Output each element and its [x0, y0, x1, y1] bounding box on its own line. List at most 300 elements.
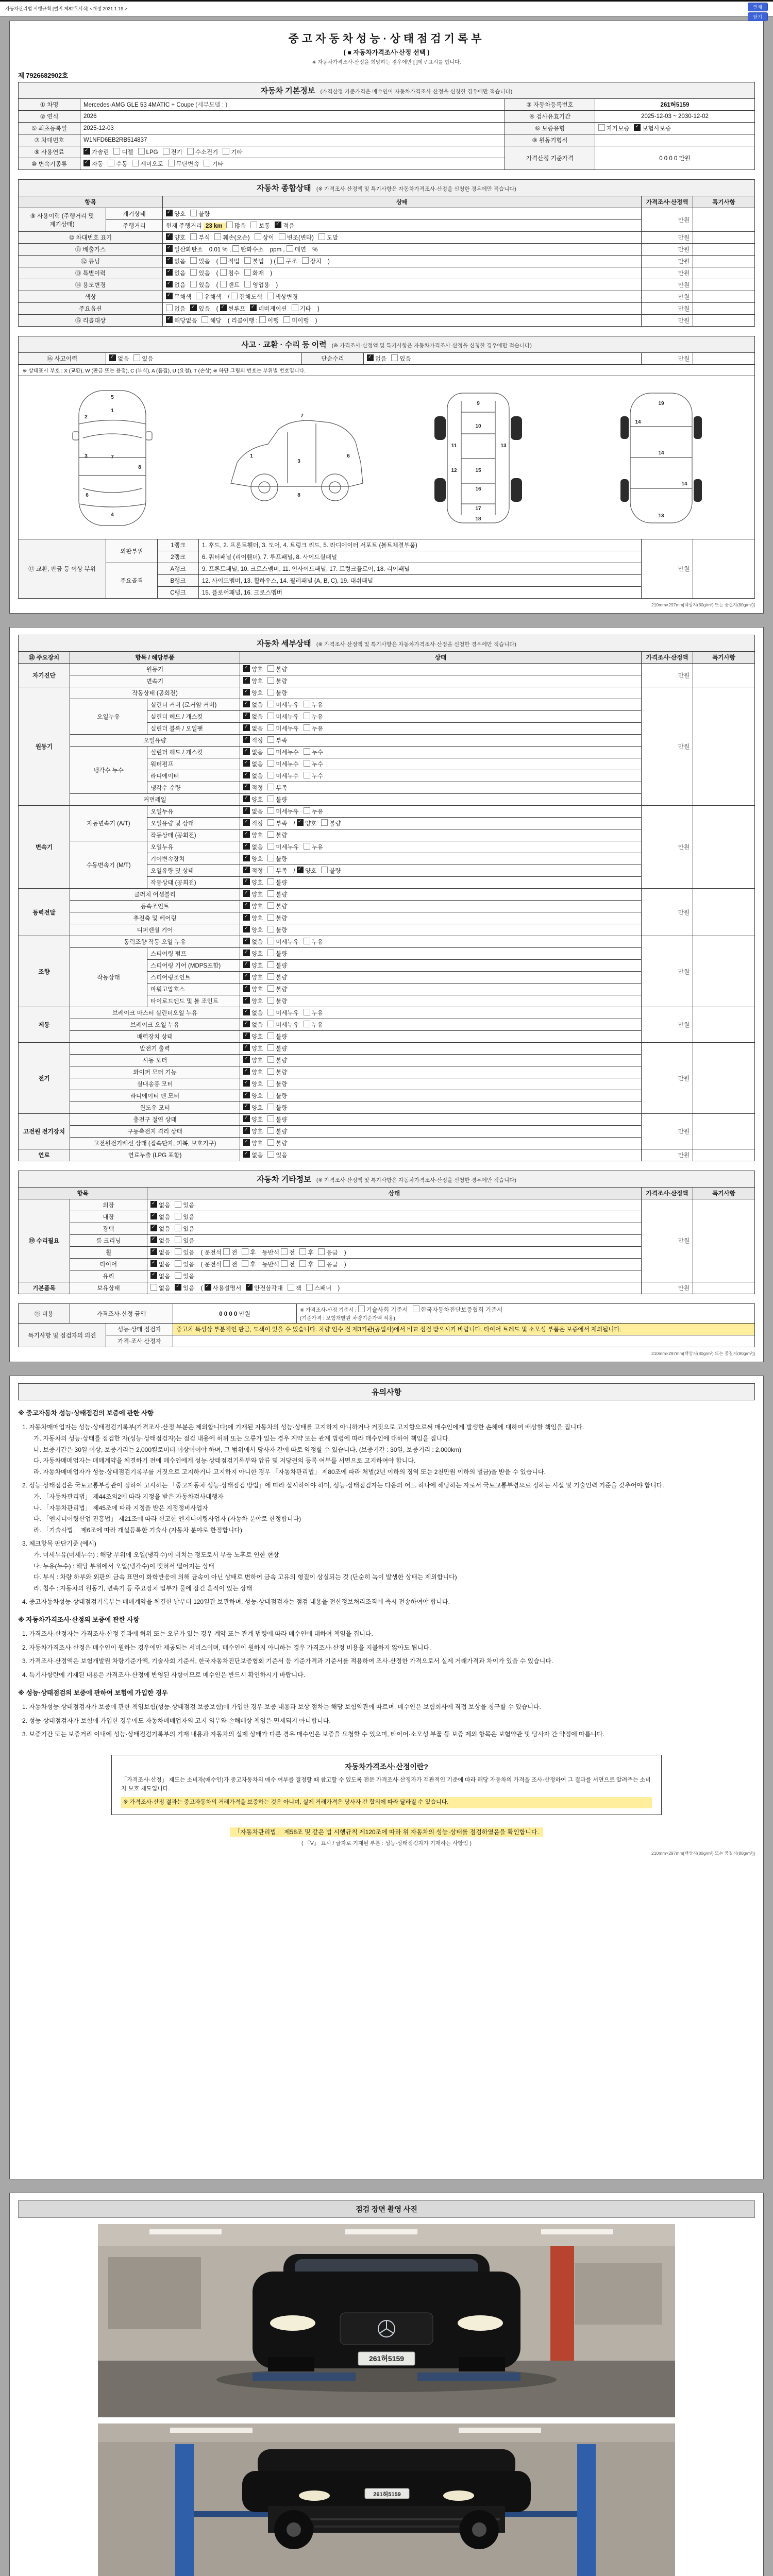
checkbox-option[interactable] — [243, 760, 263, 768]
checkbox-unchecked-icon[interactable] — [267, 701, 274, 707]
checkbox-unchecked-icon[interactable] — [267, 1127, 274, 1134]
checkbox-checked-icon[interactable] — [243, 665, 250, 672]
checkbox-unchecked-icon[interactable] — [321, 819, 328, 826]
checkbox-option[interactable] — [321, 819, 341, 827]
checkbox-option[interactable] — [243, 1021, 263, 1029]
checkbox-unchecked-icon[interactable] — [220, 269, 227, 276]
checkbox-unchecked-icon[interactable] — [201, 316, 208, 323]
checkbox-checked-icon[interactable] — [243, 724, 250, 731]
checkbox-option[interactable] — [175, 1284, 194, 1292]
checkbox-unchecked-icon[interactable] — [267, 1056, 274, 1063]
checkbox-checked-icon[interactable] — [243, 760, 250, 767]
checkbox-unchecked-icon[interactable] — [267, 1021, 274, 1027]
checkbox-option[interactable] — [304, 713, 323, 721]
checkbox-unchecked-icon[interactable] — [267, 1044, 274, 1051]
checkbox-unchecked-icon[interactable] — [306, 1284, 313, 1291]
checkbox-option[interactable] — [166, 316, 197, 325]
checkbox-unchecked-icon[interactable] — [150, 1284, 157, 1291]
checkbox-option[interactable] — [304, 748, 323, 756]
checkbox-checked-icon[interactable] — [243, 1092, 250, 1098]
checkbox-option[interactable] — [267, 973, 287, 981]
checkbox-unchecked-icon[interactable] — [220, 257, 227, 264]
checkbox-checked-icon[interactable] — [243, 855, 250, 861]
checkbox-unchecked-icon[interactable] — [267, 784, 274, 790]
checkbox-checked-icon[interactable] — [243, 1151, 250, 1158]
checkbox-unchecked-icon[interactable] — [358, 1306, 365, 1312]
checkbox-checked-icon[interactable] — [243, 819, 250, 826]
checkbox-option[interactable] — [302, 257, 322, 265]
checkbox-option[interactable] — [243, 772, 263, 780]
checkbox-option[interactable] — [243, 1127, 263, 1136]
checkbox-checked-icon[interactable] — [150, 1248, 157, 1255]
checkbox-option[interactable] — [242, 1248, 256, 1257]
checkbox-option[interactable] — [250, 222, 270, 230]
checkbox-option[interactable] — [267, 1056, 287, 1064]
checkbox-option[interactable] — [304, 938, 323, 946]
checkbox-unchecked-icon[interactable] — [391, 354, 398, 361]
checkbox-checked-icon[interactable] — [243, 831, 250, 838]
checkbox-option[interactable] — [243, 1009, 263, 1017]
checkbox-unchecked-icon[interactable] — [304, 724, 310, 731]
checkbox-option[interactable] — [267, 784, 287, 792]
checkbox-unchecked-icon[interactable] — [175, 1201, 181, 1208]
checkbox-unchecked-icon[interactable] — [175, 1260, 181, 1267]
checkbox-option[interactable] — [267, 724, 298, 733]
checkbox-option[interactable] — [243, 831, 263, 839]
checkbox-option[interactable] — [243, 867, 263, 875]
checkbox-unchecked-icon[interactable] — [196, 293, 203, 299]
checkbox-unchecked-icon[interactable] — [267, 1068, 274, 1075]
checkbox-option[interactable] — [190, 269, 210, 277]
checkbox-unchecked-icon[interactable] — [163, 148, 170, 155]
checkbox-checked-icon[interactable] — [297, 867, 304, 873]
checkbox-option[interactable] — [243, 1068, 263, 1076]
checkbox-unchecked-icon[interactable] — [175, 1272, 181, 1279]
checkbox-option[interactable] — [267, 1151, 287, 1159]
checkbox-unchecked-icon[interactable] — [299, 1260, 306, 1267]
checkbox-option[interactable] — [267, 950, 287, 958]
checkbox-unchecked-icon[interactable] — [267, 1032, 274, 1039]
checkbox-option[interactable] — [190, 210, 210, 218]
checkbox-option[interactable] — [267, 748, 298, 756]
checkbox-unchecked-icon[interactable] — [413, 1306, 419, 1312]
checkbox-option[interactable] — [304, 1009, 323, 1017]
checkbox-option[interactable] — [267, 1044, 287, 1053]
checkbox-checked-icon[interactable] — [150, 1272, 157, 1279]
checkbox-option[interactable] — [243, 1139, 263, 1147]
checkbox-option[interactable] — [243, 1056, 263, 1064]
checkbox-unchecked-icon[interactable] — [321, 867, 328, 873]
checkbox-option[interactable] — [634, 124, 671, 132]
checkbox-option[interactable] — [267, 701, 298, 709]
checkbox-checked-icon[interactable] — [243, 938, 250, 944]
checkbox-option[interactable] — [267, 293, 298, 301]
checkbox-option[interactable] — [297, 867, 316, 875]
checkbox-option[interactable] — [267, 1068, 287, 1076]
checkbox-checked-icon[interactable] — [243, 973, 250, 980]
checkbox-option[interactable] — [267, 890, 287, 899]
checkbox-option[interactable] — [304, 701, 323, 709]
checkbox-option[interactable] — [243, 914, 263, 922]
checkbox-unchecked-icon[interactable] — [267, 689, 274, 696]
checkbox-unchecked-icon[interactable] — [267, 855, 274, 861]
checkbox-option[interactable] — [190, 304, 210, 313]
checkbox-unchecked-icon[interactable] — [267, 1092, 274, 1098]
checkbox-option[interactable] — [318, 1248, 338, 1257]
checkbox-unchecked-icon[interactable] — [288, 1284, 294, 1291]
checkbox-unchecked-icon[interactable] — [304, 807, 310, 814]
checkbox-option[interactable] — [283, 316, 309, 325]
checkbox-option[interactable] — [243, 973, 263, 981]
checkbox-option[interactable] — [138, 148, 158, 156]
checkbox-checked-icon[interactable] — [243, 1139, 250, 1146]
checkbox-option[interactable] — [243, 985, 263, 993]
checkbox-option[interactable] — [287, 245, 306, 253]
checkbox-option[interactable] — [83, 148, 109, 156]
checkbox-checked-icon[interactable] — [243, 1104, 250, 1110]
checkbox-unchecked-icon[interactable] — [267, 914, 274, 921]
checkbox-unchecked-icon[interactable] — [598, 124, 605, 131]
checkbox-option[interactable] — [243, 677, 263, 685]
checkbox-option[interactable] — [243, 1092, 263, 1100]
checkbox-option[interactable] — [267, 843, 298, 851]
checkbox-option[interactable] — [168, 160, 199, 168]
checkbox-option[interactable] — [243, 701, 263, 709]
checkbox-checked-icon[interactable] — [166, 233, 173, 240]
checkbox-unchecked-icon[interactable] — [190, 210, 197, 216]
checkbox-option[interactable] — [243, 807, 263, 816]
checkbox-checked-icon[interactable] — [243, 867, 250, 873]
checkbox-checked-icon[interactable] — [243, 1056, 250, 1063]
checkbox-checked-icon[interactable] — [190, 304, 197, 311]
checkbox-option[interactable] — [243, 795, 263, 804]
checkbox-option[interactable] — [243, 819, 263, 827]
checkbox-checked-icon[interactable] — [297, 819, 304, 826]
checkbox-checked-icon[interactable] — [250, 304, 257, 311]
checkbox-unchecked-icon[interactable] — [267, 1151, 274, 1158]
checkbox-checked-icon[interactable] — [243, 748, 250, 755]
checkbox-option[interactable] — [163, 148, 182, 156]
checkbox-option[interactable] — [267, 1104, 287, 1112]
checkbox-checked-icon[interactable] — [243, 807, 250, 814]
checkbox-unchecked-icon[interactable] — [267, 973, 274, 980]
checkbox-checked-icon[interactable] — [243, 997, 250, 1004]
checkbox-unchecked-icon[interactable] — [190, 257, 197, 264]
checkbox-option[interactable] — [304, 1021, 323, 1029]
checkbox-unchecked-icon[interactable] — [255, 233, 261, 240]
checkbox-unchecked-icon[interactable] — [304, 701, 310, 707]
checkbox-option[interactable] — [223, 1260, 237, 1268]
checkbox-checked-icon[interactable] — [166, 281, 173, 287]
checkbox-option[interactable] — [277, 257, 297, 265]
checkbox-checked-icon[interactable] — [243, 926, 250, 933]
checkbox-option[interactable] — [243, 950, 263, 958]
checkbox-option[interactable] — [267, 985, 287, 993]
checkbox-unchecked-icon[interactable] — [242, 1260, 248, 1267]
checkbox-option[interactable] — [243, 1151, 263, 1159]
checkbox-unchecked-icon[interactable] — [267, 293, 274, 299]
checkbox-checked-icon[interactable] — [243, 950, 250, 956]
checkbox-option[interactable] — [297, 819, 316, 827]
checkbox-option[interactable] — [267, 819, 287, 827]
checkbox-unchecked-icon[interactable] — [304, 938, 310, 944]
checkbox-option[interactable] — [243, 748, 263, 756]
checkbox-option[interactable] — [223, 1248, 237, 1257]
checkbox-checked-icon[interactable] — [109, 354, 116, 361]
checkbox-checked-icon[interactable] — [243, 1080, 250, 1087]
checkbox-option[interactable] — [190, 233, 210, 242]
checkbox-option[interactable] — [150, 1272, 170, 1280]
checkbox-unchecked-icon[interactable] — [223, 148, 229, 155]
checkbox-option[interactable] — [243, 736, 263, 744]
checkbox-checked-icon[interactable] — [205, 1284, 211, 1291]
checkbox-checked-icon[interactable] — [243, 843, 250, 850]
checkbox-unchecked-icon[interactable] — [267, 926, 274, 933]
checkbox-option[interactable] — [166, 269, 186, 277]
checkbox-option[interactable] — [150, 1236, 170, 1245]
checkbox-option[interactable] — [243, 665, 263, 673]
checkbox-option[interactable] — [306, 1284, 331, 1292]
checkbox-unchecked-icon[interactable] — [287, 245, 293, 252]
checkbox-option[interactable] — [175, 1213, 194, 1221]
checkbox-unchecked-icon[interactable] — [231, 293, 238, 299]
checkbox-unchecked-icon[interactable] — [318, 1260, 325, 1267]
checkbox-option[interactable] — [267, 665, 287, 673]
checkbox-option[interactable] — [243, 689, 263, 697]
checkbox-unchecked-icon[interactable] — [108, 160, 114, 166]
checkbox-checked-icon[interactable] — [367, 354, 374, 361]
checkbox-option[interactable] — [150, 1260, 170, 1268]
checkbox-option[interactable] — [243, 855, 263, 863]
checkbox-unchecked-icon[interactable] — [267, 748, 274, 755]
checkbox-option[interactable] — [304, 724, 323, 733]
close-button[interactable]: 닫기 — [748, 12, 768, 21]
checkbox-unchecked-icon[interactable] — [304, 772, 310, 778]
checkbox-option[interactable] — [267, 772, 298, 780]
checkbox-checked-icon[interactable] — [220, 304, 227, 311]
checkbox-option[interactable] — [244, 257, 264, 265]
checkbox-option[interactable] — [267, 867, 287, 875]
checkbox-option[interactable] — [150, 1213, 170, 1221]
checkbox-option[interactable] — [267, 961, 287, 970]
checkbox-option[interactable] — [267, 926, 287, 934]
checkbox-option[interactable] — [150, 1225, 170, 1233]
checkbox-unchecked-icon[interactable] — [283, 316, 290, 323]
checkbox-option[interactable] — [267, 1115, 287, 1124]
checkbox-unchecked-icon[interactable] — [175, 1236, 181, 1243]
checkbox-option[interactable] — [292, 304, 311, 313]
checkbox-option[interactable] — [214, 233, 249, 242]
checkbox-option[interactable] — [267, 1080, 287, 1088]
checkbox-unchecked-icon[interactable] — [304, 748, 310, 755]
checkbox-checked-icon[interactable] — [243, 914, 250, 921]
checkbox-unchecked-icon[interactable] — [267, 831, 274, 838]
checkbox-option[interactable] — [299, 1248, 313, 1257]
checkbox-option[interactable] — [267, 807, 298, 816]
checkbox-unchecked-icon[interactable] — [304, 760, 310, 767]
checkbox-checked-icon[interactable] — [166, 210, 173, 216]
checkbox-unchecked-icon[interactable] — [168, 160, 175, 166]
checkbox-option[interactable] — [166, 304, 186, 313]
checkbox-option[interactable] — [175, 1201, 194, 1209]
checkbox-option[interactable] — [267, 914, 287, 922]
checkbox-option[interactable] — [243, 713, 263, 721]
checkbox-option[interactable] — [226, 222, 246, 230]
checkbox-unchecked-icon[interactable] — [204, 160, 210, 166]
checkbox-checked-icon[interactable] — [243, 1115, 250, 1122]
checkbox-unchecked-icon[interactable] — [267, 736, 274, 743]
checkbox-option[interactable] — [166, 233, 186, 242]
checkbox-unchecked-icon[interactable] — [267, 760, 274, 767]
checkbox-option[interactable] — [281, 1260, 295, 1268]
checkbox-unchecked-icon[interactable] — [277, 257, 284, 264]
print-button[interactable]: 인쇄 — [748, 3, 768, 11]
checkbox-checked-icon[interactable] — [243, 1044, 250, 1051]
checkbox-unchecked-icon[interactable] — [304, 1009, 310, 1015]
checkbox-option[interactable] — [267, 1092, 287, 1100]
checkbox-option[interactable] — [175, 1260, 194, 1268]
checkbox-option[interactable] — [175, 1248, 194, 1257]
checkbox-option[interactable] — [299, 1260, 313, 1268]
checkbox-checked-icon[interactable] — [166, 245, 173, 252]
checkbox-option[interactable] — [267, 1032, 287, 1041]
checkbox-option[interactable] — [243, 926, 263, 934]
checkbox-checked-icon[interactable] — [243, 890, 250, 897]
checkbox-option[interactable] — [288, 1284, 301, 1292]
checkbox-unchecked-icon[interactable] — [267, 713, 274, 719]
checkbox-unchecked-icon[interactable] — [304, 843, 310, 850]
checkbox-option[interactable] — [243, 1104, 263, 1112]
checkbox-option[interactable] — [243, 902, 263, 910]
checkbox-unchecked-icon[interactable] — [267, 772, 274, 778]
checkbox-unchecked-icon[interactable] — [267, 724, 274, 731]
checkbox-checked-icon[interactable] — [243, 1127, 250, 1134]
checkbox-unchecked-icon[interactable] — [267, 665, 274, 672]
checkbox-checked-icon[interactable] — [166, 257, 173, 264]
checkbox-option[interactable] — [175, 1236, 194, 1245]
checkbox-option[interactable] — [175, 1225, 194, 1233]
checkbox-option[interactable] — [304, 807, 323, 816]
checkbox-option[interactable] — [267, 902, 287, 910]
checkbox-option[interactable] — [83, 160, 103, 168]
checkbox-unchecked-icon[interactable] — [138, 148, 145, 155]
checkbox-unchecked-icon[interactable] — [175, 1225, 181, 1231]
checkbox-checked-icon[interactable] — [246, 1284, 253, 1291]
checkbox-option[interactable] — [267, 689, 287, 697]
checkbox-option[interactable] — [109, 354, 129, 363]
checkbox-unchecked-icon[interactable] — [318, 233, 325, 240]
checkbox-unchecked-icon[interactable] — [244, 257, 251, 264]
checkbox-checked-icon[interactable] — [243, 795, 250, 802]
checkbox-checked-icon[interactable] — [243, 677, 250, 684]
checkbox-option[interactable] — [150, 1201, 170, 1209]
checkbox-unchecked-icon[interactable] — [242, 1248, 248, 1255]
checkbox-checked-icon[interactable] — [243, 1009, 250, 1015]
checkbox-checked-icon[interactable] — [634, 124, 641, 131]
checkbox-unchecked-icon[interactable] — [226, 222, 233, 228]
checkbox-unchecked-icon[interactable] — [244, 269, 251, 276]
checkbox-unchecked-icon[interactable] — [190, 281, 197, 287]
checkbox-checked-icon[interactable] — [243, 961, 250, 968]
checkbox-unchecked-icon[interactable] — [187, 148, 194, 155]
checkbox-checked-icon[interactable] — [243, 1068, 250, 1075]
checkbox-checked-icon[interactable] — [150, 1260, 157, 1267]
checkbox-option[interactable] — [150, 1284, 170, 1292]
checkbox-option[interactable] — [250, 304, 287, 313]
checkbox-unchecked-icon[interactable] — [113, 148, 120, 155]
checkbox-option[interactable] — [304, 772, 323, 780]
checkbox-option[interactable] — [243, 1032, 263, 1041]
checkbox-option[interactable] — [204, 160, 223, 168]
checkbox-option[interactable] — [413, 1306, 503, 1314]
checkbox-unchecked-icon[interactable] — [267, 1104, 274, 1110]
checkbox-option[interactable] — [205, 1284, 242, 1292]
checkbox-unchecked-icon[interactable] — [281, 1260, 288, 1267]
checkbox-option[interactable] — [259, 316, 279, 325]
checkbox-unchecked-icon[interactable] — [267, 950, 274, 956]
checkbox-checked-icon[interactable] — [243, 736, 250, 743]
checkbox-unchecked-icon[interactable] — [223, 1260, 230, 1267]
checkbox-unchecked-icon[interactable] — [244, 281, 251, 287]
checkbox-checked-icon[interactable] — [166, 269, 173, 276]
checkbox-option[interactable] — [220, 257, 240, 265]
checkbox-unchecked-icon[interactable] — [267, 1080, 274, 1087]
checkbox-unchecked-icon[interactable] — [190, 233, 197, 240]
checkbox-unchecked-icon[interactable] — [175, 1248, 181, 1255]
checkbox-option[interactable] — [187, 148, 218, 156]
checkbox-checked-icon[interactable] — [275, 222, 281, 228]
checkbox-unchecked-icon[interactable] — [267, 890, 274, 897]
checkbox-unchecked-icon[interactable] — [267, 1115, 274, 1122]
checkbox-unchecked-icon[interactable] — [299, 1248, 306, 1255]
checkbox-option[interactable] — [267, 878, 287, 887]
checkbox-checked-icon[interactable] — [150, 1201, 157, 1208]
checkbox-unchecked-icon[interactable] — [267, 677, 274, 684]
checkbox-option[interactable] — [166, 245, 203, 253]
checkbox-option[interactable] — [166, 210, 186, 218]
checkbox-option[interactable] — [243, 843, 263, 851]
checkbox-unchecked-icon[interactable] — [267, 795, 274, 802]
checkbox-option[interactable] — [243, 938, 263, 946]
checkbox-unchecked-icon[interactable] — [267, 985, 274, 992]
checkbox-option[interactable] — [220, 281, 240, 289]
checkbox-checked-icon[interactable] — [243, 1021, 250, 1027]
checkbox-option[interactable] — [220, 269, 240, 277]
checkbox-option[interactable] — [267, 1009, 298, 1017]
checkbox-option[interactable] — [267, 855, 287, 863]
checkbox-unchecked-icon[interactable] — [267, 997, 274, 1004]
checkbox-option[interactable] — [242, 1260, 256, 1268]
checkbox-option[interactable] — [367, 354, 386, 363]
checkbox-unchecked-icon[interactable] — [132, 160, 139, 166]
checkbox-unchecked-icon[interactable] — [232, 245, 239, 252]
checkbox-unchecked-icon[interactable] — [190, 269, 197, 276]
checkbox-unchecked-icon[interactable] — [267, 843, 274, 850]
checkbox-unchecked-icon[interactable] — [267, 819, 274, 826]
checkbox-option[interactable] — [598, 124, 629, 132]
checkbox-unchecked-icon[interactable] — [259, 316, 266, 323]
checkbox-unchecked-icon[interactable] — [304, 713, 310, 719]
checkbox-unchecked-icon[interactable] — [279, 233, 285, 240]
checkbox-option[interactable] — [318, 1260, 338, 1268]
checkbox-option[interactable] — [231, 293, 262, 301]
checkbox-option[interactable] — [281, 1248, 295, 1257]
checkbox-checked-icon[interactable] — [166, 293, 173, 299]
checkbox-option[interactable] — [267, 938, 298, 946]
checkbox-option[interactable] — [267, 1021, 298, 1029]
checkbox-option[interactable] — [246, 1284, 283, 1292]
checkbox-option[interactable] — [201, 316, 221, 325]
